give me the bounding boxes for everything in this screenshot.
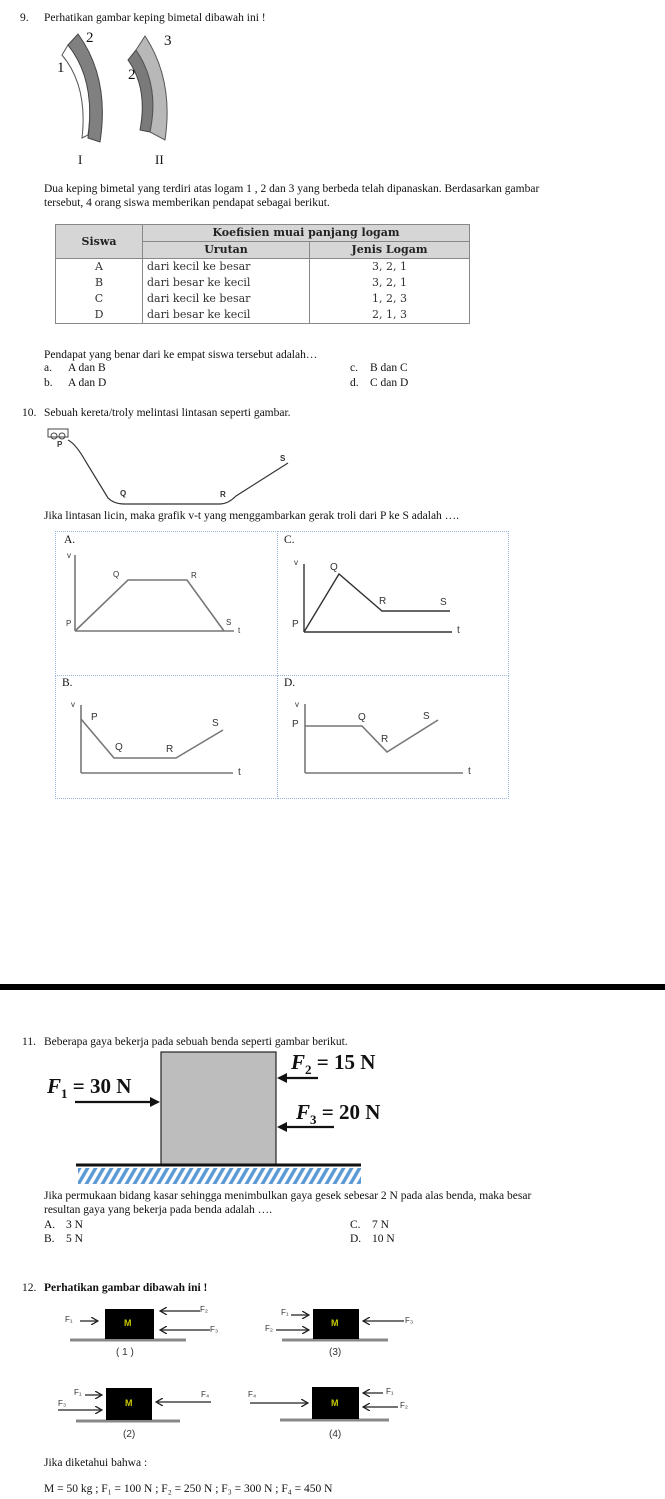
graph-D-t: t	[468, 766, 471, 777]
header-jenis-logam: Jenis Logam	[310, 242, 470, 259]
fig3-F3: F₃	[405, 1316, 414, 1325]
graph-A-v: v	[67, 551, 71, 560]
f3-value: = 20 N	[321, 1100, 381, 1124]
strip-I-caption: I	[78, 152, 83, 167]
q11-question-2: resultan gaya yang bekerja pada benda adalah ….	[44, 1204, 272, 1216]
fig2-F3: F₃	[58, 1399, 67, 1408]
header-urutan: Urutan	[143, 242, 310, 259]
q9-description-1: Dua keping bimetal yang terdiri atas logam 1 , 2 dan 3 yang berbeda telah dipanaskan. Berdasarkan gambar	[44, 183, 540, 195]
f1-value: = 30 N	[72, 1074, 132, 1098]
cell-jenis: 2, 1, 3	[310, 307, 470, 324]
option-text: 10 N	[372, 1233, 395, 1245]
graph-B-R: R	[166, 744, 174, 755]
option-key: d.	[350, 377, 359, 389]
fig1-F3: F₃	[210, 1325, 219, 1334]
graph-B-t: t	[238, 767, 241, 778]
q10-number: 10.	[22, 407, 37, 419]
f2-symbol: F	[291, 1050, 306, 1074]
graph-B-P: P	[91, 712, 98, 723]
graph-B-v: v	[71, 700, 75, 709]
block-label-1: M	[124, 1318, 132, 1328]
f3-symbol: F	[296, 1100, 311, 1124]
q10-title: Sebuah kereta/troly melintasi lintasan seperti gambar.	[44, 407, 291, 419]
q12-known-label: Jika diketahui bahwa :	[44, 1457, 148, 1469]
fig2-F1: F₁	[74, 1388, 82, 1397]
block-label-2: M	[125, 1398, 133, 1408]
q10-question: Jika lintasan licin, maka grafik v-t yang menggambarkan gerak troli dari P ke S adalah ….	[44, 510, 460, 522]
graph-C-key: C.	[284, 534, 295, 546]
graph-A-R: R	[191, 571, 197, 580]
option-key: D.	[350, 1233, 362, 1245]
graph-A-P: P	[66, 619, 72, 628]
cell-siswa: A	[56, 259, 143, 276]
fig4-F2: F₂	[400, 1401, 408, 1410]
option-text: 5 N	[66, 1233, 83, 1245]
strip-I-label-1: 1	[57, 60, 65, 76]
header-koefisien: Koefisien muai panjang logam	[143, 225, 470, 242]
graph-D-R: R	[381, 734, 389, 745]
q11-question-1: Jika permukaan bidang kasar sehingga menimbulkan gaya gesek sebesar 2 N pada alas benda, maka besar	[44, 1190, 532, 1202]
f2-value: = 15 N	[316, 1050, 376, 1074]
f1-sub: 1	[61, 1086, 68, 1102]
graph-C-Q: Q	[330, 562, 338, 573]
cell-urutan: dari besar ke kecil	[143, 307, 310, 324]
graph-A-t: t	[238, 626, 241, 635]
graph-D-Q: Q	[358, 712, 366, 723]
option-text: B dan C	[370, 362, 408, 374]
fig4-F4: F₄	[248, 1390, 257, 1399]
graph-D-key: D.	[284, 677, 296, 689]
figure-4	[250, 1387, 398, 1420]
option-text: A dan B	[68, 362, 106, 374]
track-label-P: P	[57, 440, 63, 449]
option-text: 3 N	[66, 1219, 83, 1231]
option-key: a.	[44, 362, 52, 374]
graph-D-S: S	[423, 711, 430, 722]
graph-A-S: S	[226, 618, 232, 627]
graph-D-v: v	[295, 700, 299, 709]
option-text: 7 N	[372, 1219, 389, 1231]
cell-jenis: 3, 2, 1	[310, 259, 470, 276]
q12-number: 12.	[22, 1282, 37, 1294]
block-label-3: M	[331, 1318, 339, 1328]
cell-siswa: B	[56, 275, 143, 291]
cell-urutan: dari kecil ke besar	[143, 259, 310, 276]
fig1-caption: ( 1 )	[116, 1347, 134, 1358]
graph-A-Q: Q	[113, 570, 120, 579]
graph-C-t: t	[457, 625, 460, 636]
graph-D-P: P	[292, 719, 299, 730]
header-siswa: Siswa	[56, 225, 143, 259]
option-text: A dan D	[68, 377, 107, 389]
fig3-F2: F₂	[265, 1324, 273, 1333]
cell-jenis: 1, 2, 3	[310, 291, 470, 307]
f3-sub: 3	[310, 1112, 317, 1128]
graph-B-Q: Q	[115, 742, 123, 753]
option-text: C dan D	[370, 377, 409, 389]
option-key: B.	[44, 1233, 55, 1245]
option-key: b.	[44, 377, 53, 389]
strip-II-caption: II	[155, 152, 164, 167]
graph-C-R: R	[379, 596, 387, 607]
q12-title: Perhatikan gambar dibawah ini !	[44, 1282, 208, 1294]
strip-II-label-3: 3	[164, 33, 172, 49]
q11-number: 11.	[22, 1036, 36, 1048]
option-key: c.	[350, 362, 358, 374]
fig1-F2: F₂	[200, 1305, 208, 1314]
graph-C-S: S	[440, 597, 447, 608]
fig4-caption: (4)	[329, 1429, 342, 1440]
graph-B-S: S	[212, 718, 219, 729]
figure-3	[276, 1309, 404, 1340]
block-label-4: M	[331, 1398, 339, 1408]
q9-number: 9.	[20, 12, 29, 24]
q12-known-values: M = 50 kg ; F₁ = 100 N ; F₂ = 250 N ; F₃ = 300 N ; F₄ = 450 N	[44, 1483, 333, 1495]
track-label-S: S	[280, 454, 286, 463]
cell-urutan: dari besar ke kecil	[143, 275, 310, 291]
graph-C-v: v	[294, 558, 298, 567]
fig4-F1: F₁	[386, 1387, 394, 1396]
f1-symbol: F	[47, 1074, 62, 1098]
cell-jenis: 3, 2, 1	[310, 275, 470, 291]
graph-A-key: A.	[64, 534, 76, 546]
fig1-F1: F₁	[65, 1315, 73, 1324]
q11-title: Beberapa gaya bekerja pada sebuah benda seperti gambar berikut.	[44, 1036, 348, 1048]
fig3-F1: F₁	[281, 1308, 289, 1317]
graph-B-key: B.	[62, 677, 73, 689]
cell-siswa: C	[56, 291, 143, 307]
track-label-Q: Q	[120, 489, 127, 498]
q9-title: Perhatikan gambar keping bimetal dibawah ini !	[44, 12, 266, 24]
f2-sub: 2	[305, 1062, 312, 1078]
strip-I-label-2: 2	[86, 30, 94, 46]
option-key: A.	[44, 1219, 56, 1231]
fig3-caption: (3)	[329, 1347, 342, 1358]
option-key: C.	[350, 1219, 361, 1231]
track-label-R: R	[220, 490, 226, 499]
q9-description-2: tersebut, 4 orang siswa memberikan pendapat sebagai berikut.	[44, 197, 330, 209]
cell-siswa: D	[56, 307, 143, 324]
q9-question: Pendapat yang benar dari ke empat siswa tersebut adalah…	[44, 349, 318, 361]
graph-C-P: P	[292, 619, 299, 630]
figure-1	[70, 1309, 210, 1340]
fig2-F4: F₄	[201, 1390, 210, 1399]
cell-urutan: dari kecil ke besar	[143, 291, 310, 307]
strip-II-label-2: 2	[128, 67, 136, 83]
fig2-caption: (2)	[123, 1429, 136, 1440]
